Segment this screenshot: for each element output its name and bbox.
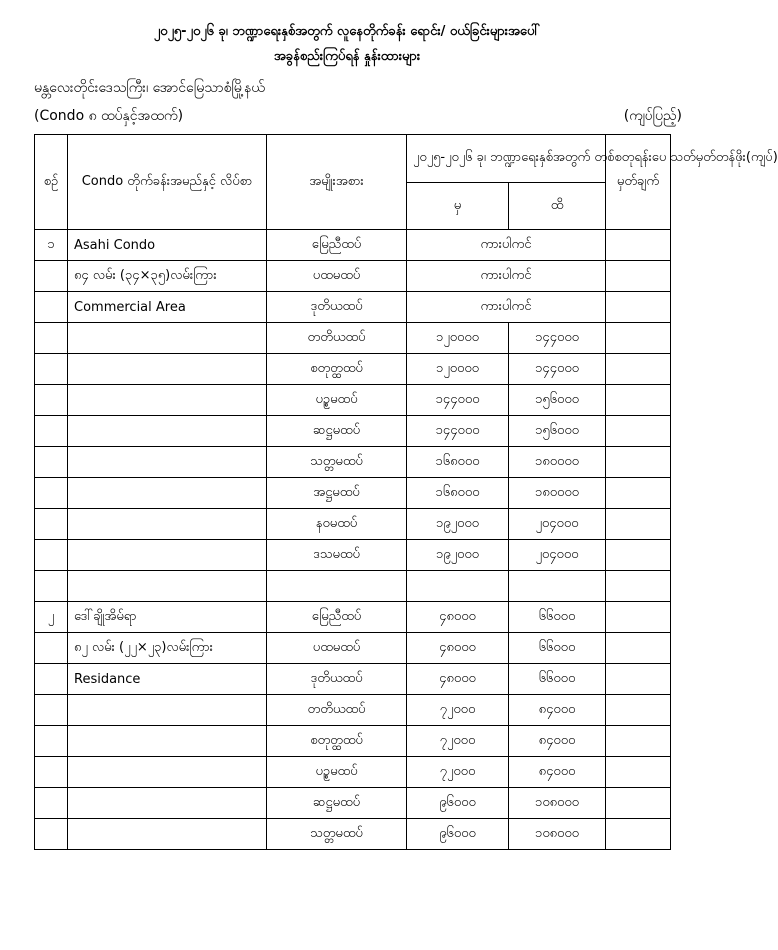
rate-to: ၈၄၀၀၀: [509, 695, 606, 726]
row-number: [35, 695, 68, 726]
floor-type: အဋ္ဌမထပ်: [267, 478, 407, 509]
table-row: [35, 354, 671, 385]
remark-cell: [606, 757, 671, 788]
rate-from: ၇၂၀၀၀: [407, 757, 509, 788]
rate-to: ၆၆၀၀၀: [509, 602, 606, 633]
rate-from: ၁၉၂၀၀၀: [407, 540, 509, 571]
rate-from: ၁၆၈၀၀၀: [407, 447, 509, 478]
floor-type: ဆဋ္ဌမထပ်: [267, 788, 407, 819]
rate-to: ၁၈၀၀၀၀: [509, 478, 606, 509]
rate-to: ၁၄၄၀၀၀: [509, 354, 606, 385]
condo-name: [68, 819, 267, 850]
header-no: စဉ်: [35, 135, 68, 230]
header-remark: မှတ်ချက်: [606, 135, 671, 230]
condo-name: [68, 757, 267, 788]
header-to: ထိ: [509, 182, 606, 230]
table-row: [35, 602, 671, 633]
table-row: [35, 478, 671, 509]
rate-to: ၁၄၄၀၀၀: [509, 323, 606, 354]
table-row: [35, 726, 671, 757]
rate-to: [509, 571, 606, 602]
header-from: မှ: [407, 182, 509, 230]
row-number: [35, 788, 68, 819]
rate-from: ၄၈၀၀၀: [407, 664, 509, 695]
remark-cell: [606, 695, 671, 726]
header-type: အမျိုးအစား: [267, 135, 407, 230]
floor-type: ပဉ္စမထပ်: [267, 757, 407, 788]
table-row: [35, 323, 671, 354]
rate-to: ၆၆၀၀၀: [509, 664, 606, 695]
floor-type: ပထမထပ်: [267, 261, 407, 292]
row-number: [35, 354, 68, 385]
rate-from: ၁၄၄၀၀၀: [407, 416, 509, 447]
table-row: [35, 261, 671, 292]
condo-name: [68, 354, 267, 385]
row-number: [35, 757, 68, 788]
row-number: [35, 571, 68, 602]
rate-to: ၂၀၄၀၀၀: [509, 509, 606, 540]
row-number: [35, 323, 68, 354]
floor-type: မြေညီထပ်: [267, 602, 407, 633]
parking-note: ကားပါကင်: [407, 230, 606, 261]
floor-type: [267, 571, 407, 602]
document-title-line-1: ၂၀၂၅-၂၀၂၆ ခု၊ ဘဏ္ဍာရေးနှစ်အတွက် လူနေတိုက်ခန်း ရောင်း/ ဝယ်ခြင်းများအပေါ်: [153, 24, 541, 39]
remark-cell: [606, 385, 671, 416]
condo-name: [68, 540, 267, 571]
condo-name: [68, 323, 267, 354]
table-row: [35, 509, 671, 540]
rate-from: ၁၂၀၀၀၀: [407, 323, 509, 354]
table-row: [35, 571, 671, 602]
header-name: Condo တိုက်ခန်းအမည်နှင့် လိပ်စာ: [68, 135, 267, 230]
remark-cell: [606, 416, 671, 447]
row-number: ၁: [35, 230, 68, 261]
rate-from: ၄၈၀၀၀: [407, 602, 509, 633]
floor-type: ဆဋ္ဌမထပ်: [267, 416, 407, 447]
remark-cell: [606, 447, 671, 478]
row-number: [35, 261, 68, 292]
rate-to: ၁၈၀၀၀၀: [509, 447, 606, 478]
table-row: [35, 664, 671, 695]
condo-name: ၈၂ လမ်း (၂၂×၂၃)လမ်းကြား: [68, 633, 267, 664]
rate-from: ၁၆၈၀၀၀: [407, 478, 509, 509]
condo-name: [68, 788, 267, 819]
rate-to: ၁၀၈၀၀၀: [509, 788, 606, 819]
condo-name: ဒေါ်ချိုအိမ်ရာ: [68, 602, 267, 633]
row-number: [35, 819, 68, 850]
rate-from: ၁၉၂၀၀၀: [407, 509, 509, 540]
table-row: [35, 695, 671, 726]
rate-to: ၁၀၈၀၀၀: [509, 819, 606, 850]
row-number: [35, 540, 68, 571]
rate-from: ၉၆၀၀၀: [407, 788, 509, 819]
condo-name: Residance: [68, 664, 267, 695]
row-number: [35, 385, 68, 416]
floor-type: ဒုတိယထပ်: [267, 664, 407, 695]
condo-name: [68, 571, 267, 602]
rate-to: ၈၄၀၀၀: [509, 757, 606, 788]
remark-cell: [606, 571, 671, 602]
remark-cell: [606, 230, 671, 261]
remark-cell: [606, 664, 671, 695]
condo-name: [68, 385, 267, 416]
parking-note: ကားပါကင်: [407, 261, 606, 292]
floor-type: နဝမထပ်: [267, 509, 407, 540]
rate-table: [34, 134, 778, 850]
rate-to: ၁၅၆၀၀၀: [509, 385, 606, 416]
condo-name: [68, 447, 267, 478]
floor-type: တတိယထပ်: [267, 323, 407, 354]
region-label: မန္တလေးတိုင်းဒေသကြီး၊ အောင်မြေသာစံမြို့နယ်: [34, 80, 265, 96]
remark-cell: [606, 540, 671, 571]
condo-name: Asahi Condo: [68, 230, 267, 261]
row-number: [35, 664, 68, 695]
rate-to: ၁၅၆၀၀၀: [509, 416, 606, 447]
row-number: [35, 447, 68, 478]
row-number: [35, 292, 68, 323]
rate-from: ၉၆၀၀၀: [407, 819, 509, 850]
floor-type: ပဉ္စမထပ်: [267, 385, 407, 416]
floor-type: မြေညီထပ်: [267, 230, 407, 261]
remark-cell: [606, 323, 671, 354]
rate-from: [407, 571, 509, 602]
condo-name: [68, 726, 267, 757]
row-number: [35, 633, 68, 664]
floor-type: သတ္တမထပ်: [267, 819, 407, 850]
floor-type: ဒသမထပ်: [267, 540, 407, 571]
table-row: [35, 633, 671, 664]
table-row: [35, 447, 671, 478]
document-title-line-2: အခွန်စည်းကြပ်ရန် နှုန်းထားများ: [273, 49, 421, 64]
rate-from: ၇၂၀၀၀: [407, 726, 509, 757]
remark-cell: [606, 261, 671, 292]
rate-from: ၇၂၀၀၀: [407, 695, 509, 726]
remark-cell: [606, 354, 671, 385]
floor-type: ပထမထပ်: [267, 633, 407, 664]
remark-cell: [606, 819, 671, 850]
floor-type: စတုတ္ထထပ်: [267, 726, 407, 757]
remark-cell: [606, 788, 671, 819]
floor-type: စတုတ္ထထပ်: [267, 354, 407, 385]
currency-unit: (ကျပ်ပြည့်): [623, 108, 682, 124]
row-number: [35, 509, 68, 540]
remark-cell: [606, 602, 671, 633]
floor-type: သတ္တမထပ်: [267, 447, 407, 478]
condo-name: ၈၄ လမ်း (၃၄×၃၅)လမ်းကြား: [68, 261, 267, 292]
remark-cell: [606, 633, 671, 664]
table-body: [35, 230, 671, 850]
rate-to: ၆၆၀၀၀: [509, 633, 606, 664]
floor-type: တတိယထပ်: [267, 695, 407, 726]
rate-to: ၈၄၀၀၀: [509, 726, 606, 757]
condo-name: [68, 695, 267, 726]
condo-name: Commercial Area: [68, 292, 267, 323]
condo-name: [68, 509, 267, 540]
table-row: [35, 385, 671, 416]
remark-cell: [606, 726, 671, 757]
parking-note: ကားပါကင်: [407, 292, 606, 323]
condo-name: [68, 478, 267, 509]
rate-to: ၂၀၄၀၀၀: [509, 540, 606, 571]
table-row: [35, 819, 671, 850]
condo-name: [68, 416, 267, 447]
rate-from: ၁၄၄၀၀၀: [407, 385, 509, 416]
remark-cell: [606, 509, 671, 540]
table-row: [35, 416, 671, 447]
floor-type: ဒုတိယထပ်: [267, 292, 407, 323]
table-row: [35, 540, 671, 571]
table-row: [35, 757, 671, 788]
row-number: ၂: [35, 602, 68, 633]
rate-from: ၄၈၀၀၀: [407, 633, 509, 664]
rate-from: ၁၂၀၀၀၀: [407, 354, 509, 385]
table-row: [35, 292, 671, 323]
row-number: [35, 416, 68, 447]
row-number: [35, 478, 68, 509]
header-rate: ၂၀၂၅-၂၀၂၆ ခု၊ ဘဏ္ဍာရေးနှစ်အတွက် တစ်စတုရန်းပေ သတ်မှတ်တန်ဖိုး(ကျပ်): [407, 135, 606, 183]
condo-subtitle: (Condo ၈ ထပ်နှင့်အထက်): [34, 108, 184, 124]
remark-cell: [606, 478, 671, 509]
row-number: [35, 726, 68, 757]
remark-cell: [606, 292, 671, 323]
table-row: [35, 788, 671, 819]
table-row: [35, 230, 671, 261]
